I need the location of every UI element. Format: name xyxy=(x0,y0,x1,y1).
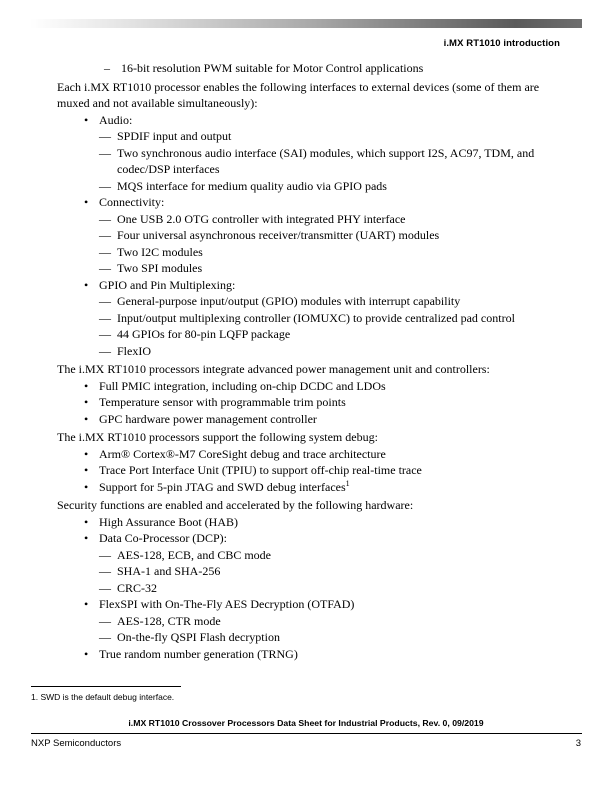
line-text: FlexSPI with On-The-Fly AES Decryption (OTFAD) xyxy=(99,597,355,611)
dash-marker: — xyxy=(99,580,111,595)
dash-marker: — xyxy=(99,261,111,275)
line-text: Two SPI modules xyxy=(117,261,203,275)
list-item xyxy=(57,178,556,195)
dash-marker: — xyxy=(99,145,111,160)
line-text: Audio: xyxy=(99,112,133,127)
list-item xyxy=(57,479,556,496)
dash-marker: — xyxy=(99,310,111,325)
line-text: SHA-1 and SHA-256 xyxy=(117,564,221,578)
list-item xyxy=(57,646,556,663)
list-item xyxy=(57,446,556,463)
bullet-marker: • xyxy=(84,479,89,494)
line-text: Two I2C modules xyxy=(117,244,203,259)
bullet-marker: • xyxy=(84,378,89,393)
footnote-divider xyxy=(31,686,181,687)
line-text: The i.MX RT1010 processors integrate advanced power management unit and controllers: xyxy=(57,362,490,376)
document-body xyxy=(57,60,556,662)
list-item xyxy=(57,580,556,597)
line-text: SPDIF input and output xyxy=(117,129,232,143)
paragraph xyxy=(57,497,556,514)
dash-marker: — xyxy=(99,613,111,628)
line-text: One USB 2.0 OTG controller with integrated PHY interface xyxy=(117,211,406,226)
bullet-marker: • xyxy=(84,463,89,477)
dash-marker: — xyxy=(99,564,111,578)
paragraph xyxy=(57,79,556,112)
list-item xyxy=(57,112,556,129)
list-item xyxy=(57,227,556,244)
list-item xyxy=(57,462,556,479)
list-item xyxy=(57,378,556,395)
list-item xyxy=(57,244,556,261)
list-item xyxy=(57,60,556,77)
line-text: Arm® Cortex®-M7 CoreSight debug and trace architecture xyxy=(99,446,386,461)
line-text: 16-bit resolution PWM suitable for Motor Control applications xyxy=(121,61,424,75)
paragraph xyxy=(57,361,556,378)
line-text: AES-128, ECB, and CBC mode xyxy=(117,547,272,562)
line-text: The i.MX RT1010 processors support the following system debug: xyxy=(57,430,378,444)
line-text: Full PMIC integration, including on-chip DCDC and LDOs xyxy=(99,378,386,393)
list-item xyxy=(57,310,556,327)
bullet-marker: • xyxy=(84,277,89,292)
line-text: Connectivity: xyxy=(99,195,165,209)
line-text: Security functions are enabled and accelerated by the following hardware: xyxy=(57,498,414,512)
line-text: On-the-fly QSPI Flash decryption xyxy=(117,630,280,644)
running-header-title: i.MX RT1010 introduction xyxy=(443,38,560,49)
bullet-marker: • xyxy=(84,411,89,426)
line-text: Two synchronous audio interface (SAI) modules, which support I2S, AC97, TDM, and codec/DSP interfaces xyxy=(117,145,535,176)
dash-marker: — xyxy=(99,178,111,193)
list-item xyxy=(57,326,556,343)
line-text: Temperature sensor with programmable trim points xyxy=(99,395,346,409)
line-text: AES-128, CTR mode xyxy=(117,613,221,628)
line-text: Trace Port Interface Unit (TPIU) to support off-chip real-time trace xyxy=(99,463,422,477)
dash-marker: — xyxy=(99,343,111,358)
line-text: MQS interface for medium quality audio via GPIO pads xyxy=(117,178,387,193)
bullet-marker: • xyxy=(84,597,89,611)
dash-marker: – xyxy=(104,61,110,75)
footnote-text: 1. SWD is the default debug interface. xyxy=(31,692,175,702)
dash-marker: — xyxy=(99,294,111,308)
bullet-marker: • xyxy=(84,531,89,545)
bullet-marker: • xyxy=(84,395,89,409)
line-text: General-purpose input/output (GPIO) modules with interrupt capability xyxy=(117,294,461,308)
footnote-reference: 1 xyxy=(345,478,350,488)
dash-marker: — xyxy=(99,547,111,562)
dash-marker: — xyxy=(99,129,111,143)
dash-marker: — xyxy=(99,211,111,226)
bullet-marker: • xyxy=(84,195,89,209)
line-text: CRC-32 xyxy=(117,580,158,595)
line-text: 44 GPIOs for 80-pin LQFP package xyxy=(117,327,291,341)
footer-divider xyxy=(31,733,582,734)
dash-marker: — xyxy=(99,327,111,341)
footer-document-title: i.MX RT1010 Crossover Processors Data Sheet for Industrial Products, Rev. 0, 09/2019 xyxy=(128,718,484,728)
line-text: Each i.MX RT1010 processor enables the following interfaces to external devices (some of them are muxed and not available simultaneously): xyxy=(57,79,540,110)
bullet-marker: • xyxy=(84,446,89,461)
list-item xyxy=(57,629,556,646)
list-item xyxy=(57,411,556,428)
list-item xyxy=(57,394,556,411)
dash-marker: — xyxy=(99,228,111,242)
line-text: GPIO and Pin Multiplexing: xyxy=(99,277,236,292)
dash-marker: — xyxy=(99,244,111,259)
list-item xyxy=(57,128,556,145)
list-item xyxy=(57,530,556,547)
list-item xyxy=(57,596,556,613)
header-gradient-bar xyxy=(30,19,582,28)
bullet-marker: • xyxy=(84,112,89,127)
list-item xyxy=(57,211,556,228)
line-text: Input/output multiplexing controller (IOMUXC) to provide centralized pad control xyxy=(117,310,515,325)
line-text: GPC hardware power management controller xyxy=(99,411,317,426)
footer-company-name: NXP Semiconductors xyxy=(31,738,122,749)
list-item xyxy=(57,277,556,294)
bullet-marker: • xyxy=(84,646,89,661)
list-item xyxy=(57,293,556,310)
line-text: High Assurance Boot (HAB) xyxy=(99,514,238,529)
list-item xyxy=(57,343,556,360)
list-item xyxy=(57,613,556,630)
line-text: FlexIO xyxy=(117,343,151,358)
list-item xyxy=(57,514,556,531)
list-item xyxy=(57,260,556,277)
line-text: Four universal asynchronous receiver/transmitter (UART) modules xyxy=(117,228,440,242)
list-item xyxy=(57,547,556,564)
list-item xyxy=(57,563,556,580)
line-text: Data Co-Processor (DCP): xyxy=(99,531,227,545)
bullet-marker: • xyxy=(84,514,89,529)
dash-marker: — xyxy=(99,630,111,644)
page-number: 3 xyxy=(575,738,581,749)
line-text: Support for 5-pin JTAG and SWD debug interfaces$^1$ xyxy=(99,478,350,494)
paragraph xyxy=(57,429,556,446)
list-item xyxy=(57,145,556,178)
list-item xyxy=(57,194,556,211)
line-text: True random number generation (TRNG) xyxy=(99,646,298,661)
